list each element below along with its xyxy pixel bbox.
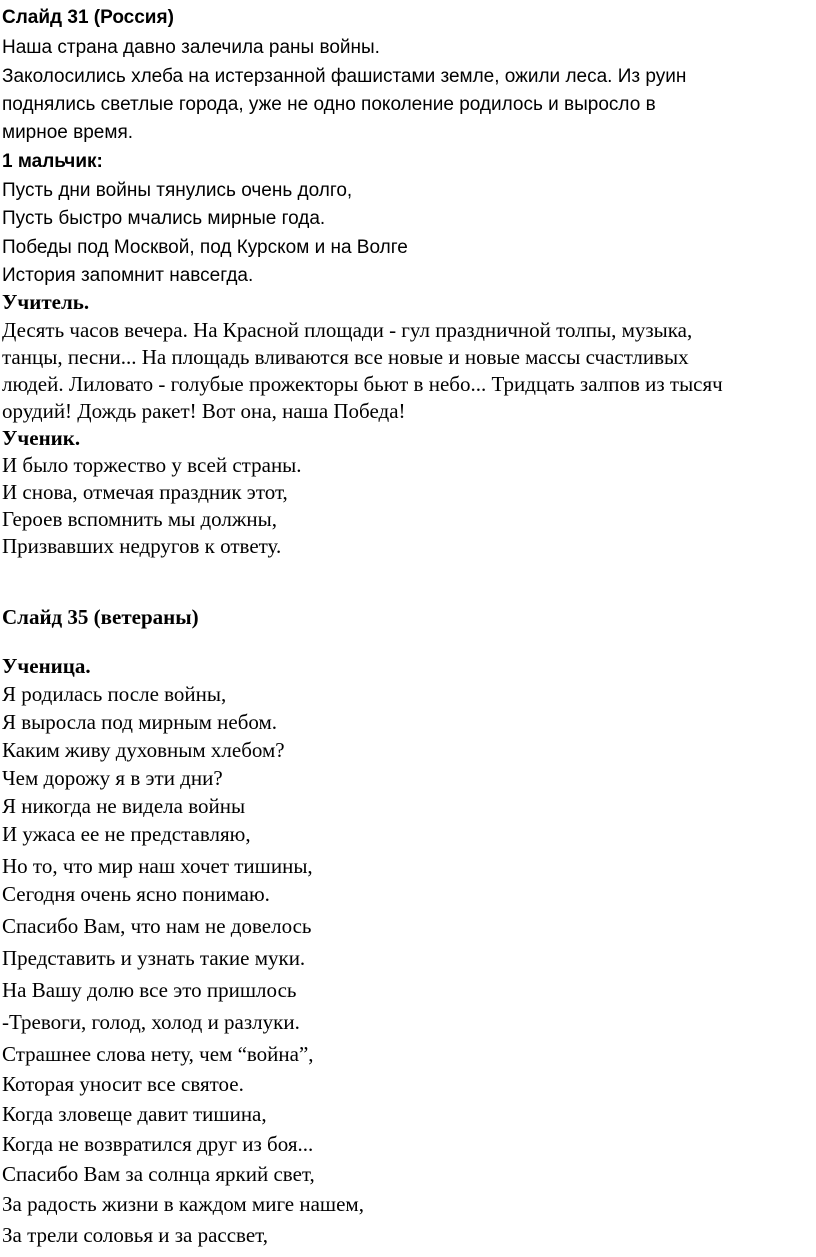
- teacher-text-line: Десять часов вечера. На Красной площади - гул праздничной толпы, музыка,: [2, 318, 693, 342]
- girl-verse-line: За трели соловья и за рассвет,: [2, 1223, 269, 1247]
- girl-verse-line: Когда не возвратился друг из боя...: [2, 1132, 314, 1156]
- girl-verse-line: Я никогда не видела войны: [2, 794, 246, 818]
- teacher-speaker-label: Учитель.: [2, 290, 90, 314]
- girl-verse-line: Сегодня очень ясно понимаю.: [2, 882, 270, 906]
- girl-verse-line: Представить и узнать такие муки.: [2, 946, 306, 970]
- student-verse-line: Героев вспомнить мы должны,: [2, 507, 277, 531]
- girl-verse-line: Я выросла под мирным небом.: [2, 710, 278, 734]
- boy-verse-line: Пусть быстро мчались мирные года.: [2, 208, 326, 229]
- teacher-text-line: орудий! Дождь ракет! Вот она, наша Победа!: [2, 399, 406, 423]
- girl-speaker-label: Ученица.: [2, 654, 91, 678]
- girl-verse-line: Но то, что мир наш хочет тишины,: [2, 854, 313, 878]
- boy-verse-line: История запомнит навсегда.: [2, 265, 254, 286]
- teacher-text-line: людей. Лиловато - голубые прожекторы бьют в небо... Тридцать залпов из тысяч: [2, 372, 723, 396]
- intro-line: Наша страна давно залечила раны войны.: [2, 37, 380, 58]
- boy-speaker-label: 1 мальчик:: [2, 151, 103, 172]
- intro-line: мирное время.: [2, 122, 134, 143]
- slide-31-heading: Слайд 31 (Россия): [2, 7, 174, 28]
- girl-verse-line: Когда зловеще давит тишина,: [2, 1102, 267, 1126]
- girl-verse-line: -Тревоги, голод, холод и разлуки.: [2, 1010, 300, 1034]
- student-verse-line: И было торжество у всей страны.: [2, 453, 302, 477]
- intro-line: поднялись светлые города, уже не одно поколение родилось и выросло в: [2, 94, 656, 115]
- student-verse-line: Призвавших недругов к ответу.: [2, 534, 282, 558]
- girl-verse-line: Спасибо Вам за солнца яркий свет,: [2, 1162, 315, 1186]
- girl-verse-line: Чем дорожу я в эти дни?: [2, 766, 223, 790]
- teacher-text-line: танцы, песни... На площадь вливаются все новые и новые массы счастливых: [2, 345, 689, 369]
- slide-35-heading: Слайд 35 (ветераны): [2, 605, 199, 629]
- girl-verse-line: Каким живу духовным хлебом?: [2, 738, 285, 762]
- girl-verse-line: Которая уносит все святое.: [2, 1072, 244, 1096]
- student-speaker-label: Ученик.: [2, 426, 81, 450]
- girl-verse-line: Я родилась после войны,: [2, 682, 227, 706]
- boy-verse-line: Пусть дни войны тянулись очень долго,: [2, 180, 353, 201]
- student-verse-line: И снова, отмечая праздник этот,: [2, 480, 288, 504]
- girl-verse-line: Спасибо Вам, что нам не довелось: [2, 914, 312, 938]
- girl-verse-line: На Вашу долю все это пришлось: [2, 978, 297, 1002]
- girl-verse-line: И ужаса ее не представляю,: [2, 822, 251, 846]
- girl-verse-line: Страшнее слова нету, чем “война”,: [2, 1042, 314, 1066]
- girl-verse-line: За радость жизни в каждом миге нашем,: [2, 1192, 364, 1216]
- boy-verse-line: Победы под Москвой, под Курском и на Волге: [2, 237, 408, 258]
- intro-line: Заколосились хлеба на истерзанной фашистами земле, ожили леса. Из руин: [2, 66, 687, 87]
